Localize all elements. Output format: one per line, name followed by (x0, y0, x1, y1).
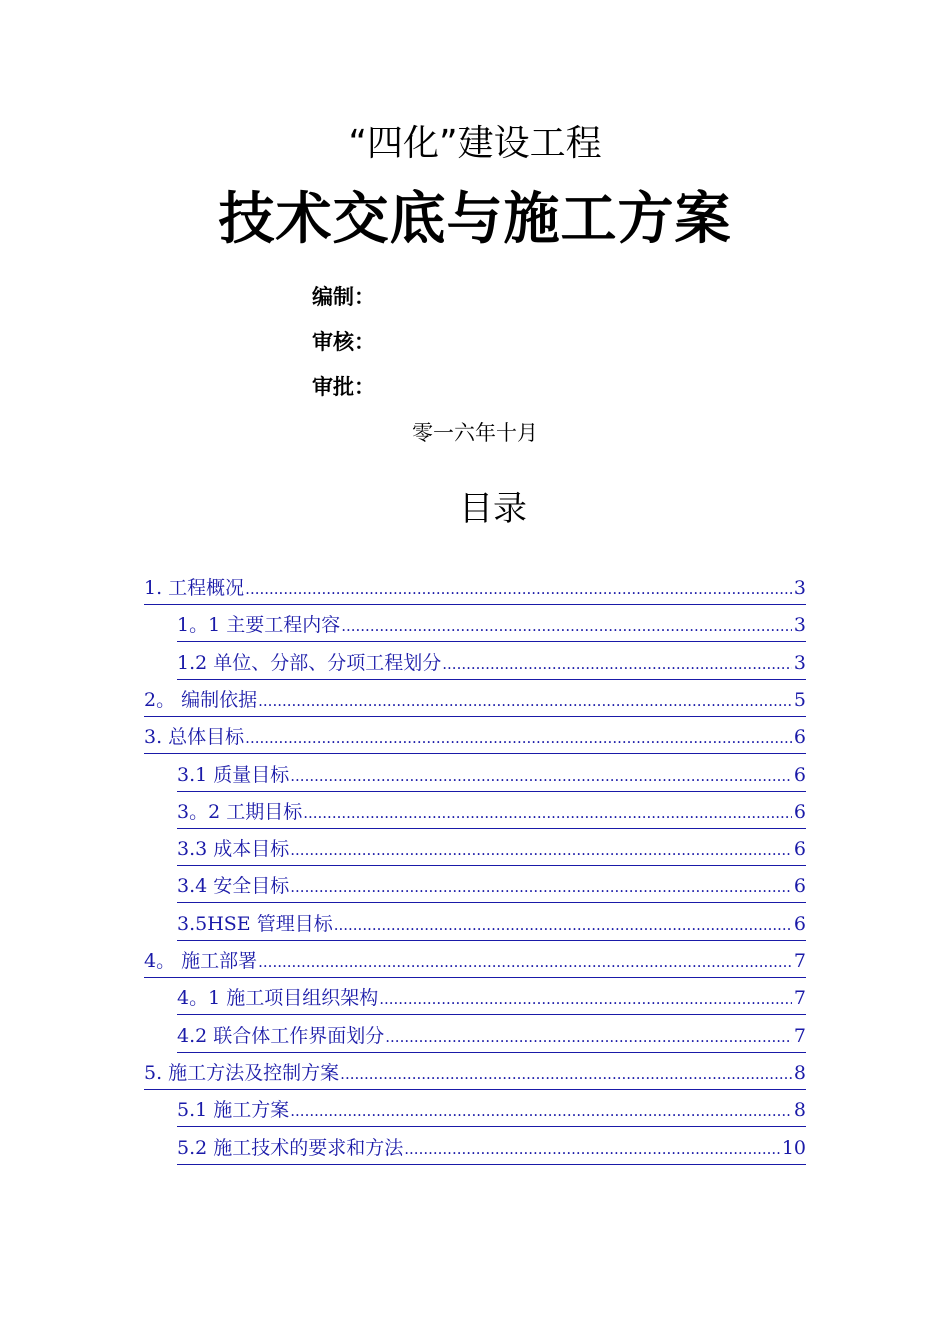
toc-subentry[interactable] (177, 1020, 806, 1053)
toc-entry-label: 3.4 安全目标 (177, 875, 290, 897)
toc-dot-leader (333, 909, 792, 941)
toc-dot-leader (384, 1021, 792, 1053)
toc-dot-leader (403, 1133, 780, 1165)
toc-heading: 目录 (459, 489, 527, 529)
toc-dot-leader (289, 760, 792, 792)
toc-subentry[interactable] (177, 982, 806, 1015)
compiler-label: 编制： (312, 285, 375, 309)
toc-entry-label: 2。 编制依据 (144, 689, 258, 711)
toc-entry[interactable] (144, 945, 806, 978)
toc-entry-page: 8 (793, 1099, 806, 1121)
toc-dot-leader (289, 834, 792, 866)
toc-dot-leader (441, 648, 792, 680)
toc-entry-page: 6 (793, 801, 806, 823)
toc-subentry[interactable] (177, 908, 806, 941)
toc-entry-page: 10 (781, 1137, 806, 1159)
toc-entry-page: 8 (793, 1062, 806, 1084)
toc-entry-page: 6 (793, 913, 806, 935)
toc-entry[interactable] (144, 572, 806, 605)
toc-entry-page: 3 (793, 652, 806, 674)
toc-subentry[interactable] (177, 759, 806, 792)
toc-entry-label: 4。 施工部署 (144, 950, 258, 972)
toc-dot-leader (340, 610, 792, 642)
toc-entry-label: 4.2 联合体工作界面划分 (177, 1025, 385, 1047)
document-date: 零一六年十月 (412, 421, 538, 445)
toc-entry-page: 6 (793, 764, 806, 786)
toc-entry-label: 1。1 主要工程内容 (177, 614, 341, 636)
toc-entry-label: 3.5HSE 管理目标 (177, 913, 333, 935)
toc-entry-label: 5.2 施工技术的要求和方法 (177, 1137, 404, 1159)
reviewer-label: 审核： (312, 330, 375, 354)
toc-subentry[interactable] (177, 609, 806, 642)
toc-subentry[interactable] (177, 1132, 806, 1165)
toc-dot-leader (339, 1058, 792, 1090)
toc-entry-label: 3.1 质量目标 (177, 764, 290, 786)
toc-entry-page: 3 (793, 577, 806, 599)
toc-subentry[interactable] (177, 647, 806, 680)
approver-label: 审批： (312, 375, 375, 399)
toc-entry-label: 5.1 施工方案 (177, 1099, 290, 1121)
toc-dot-leader (257, 685, 792, 717)
toc-dot-leader (244, 722, 792, 754)
toc-entry-label: 5. 施工方法及控制方案 (144, 1062, 340, 1084)
toc-entry-label: 3. 总体目标 (144, 726, 245, 748)
toc-entry-page: 3 (793, 614, 806, 636)
toc-entry-page: 7 (793, 1025, 806, 1047)
toc-dot-leader (302, 797, 792, 829)
toc-entry-label: 1. 工程概况 (144, 577, 245, 599)
toc-subentry[interactable] (177, 870, 806, 903)
toc-dot-leader (244, 573, 792, 605)
toc-entry[interactable] (144, 1057, 806, 1090)
toc-entry[interactable] (144, 721, 806, 754)
toc-entry-label: 1.2 单位、分部、分项工程划分 (177, 652, 442, 674)
toc-entry-page: 7 (793, 950, 806, 972)
toc-subentry[interactable] (177, 796, 806, 829)
document-title: 技术交底与施工方案 (218, 187, 732, 252)
toc-entry-page: 6 (793, 838, 806, 860)
document-subtitle: “四化”建设工程 (348, 123, 602, 164)
toc-dot-leader (257, 946, 792, 978)
toc-dot-leader (289, 871, 792, 903)
toc-entry[interactable] (144, 684, 806, 717)
toc-dot-leader (289, 1095, 792, 1127)
toc-entry-page: 6 (793, 875, 806, 897)
toc-entry-label: 4。1 施工项目组织架构 (177, 987, 379, 1009)
toc-entry-page: 5 (793, 689, 806, 711)
toc-entry-label: 3。2 工期目标 (177, 801, 303, 823)
toc-dot-leader (378, 983, 792, 1015)
toc-entry-page: 6 (793, 726, 806, 748)
toc-entry-label: 3.3 成本目标 (177, 838, 290, 860)
toc-subentry[interactable] (177, 1094, 806, 1127)
toc-subentry[interactable] (177, 833, 806, 866)
toc-entry-page: 7 (793, 987, 806, 1009)
